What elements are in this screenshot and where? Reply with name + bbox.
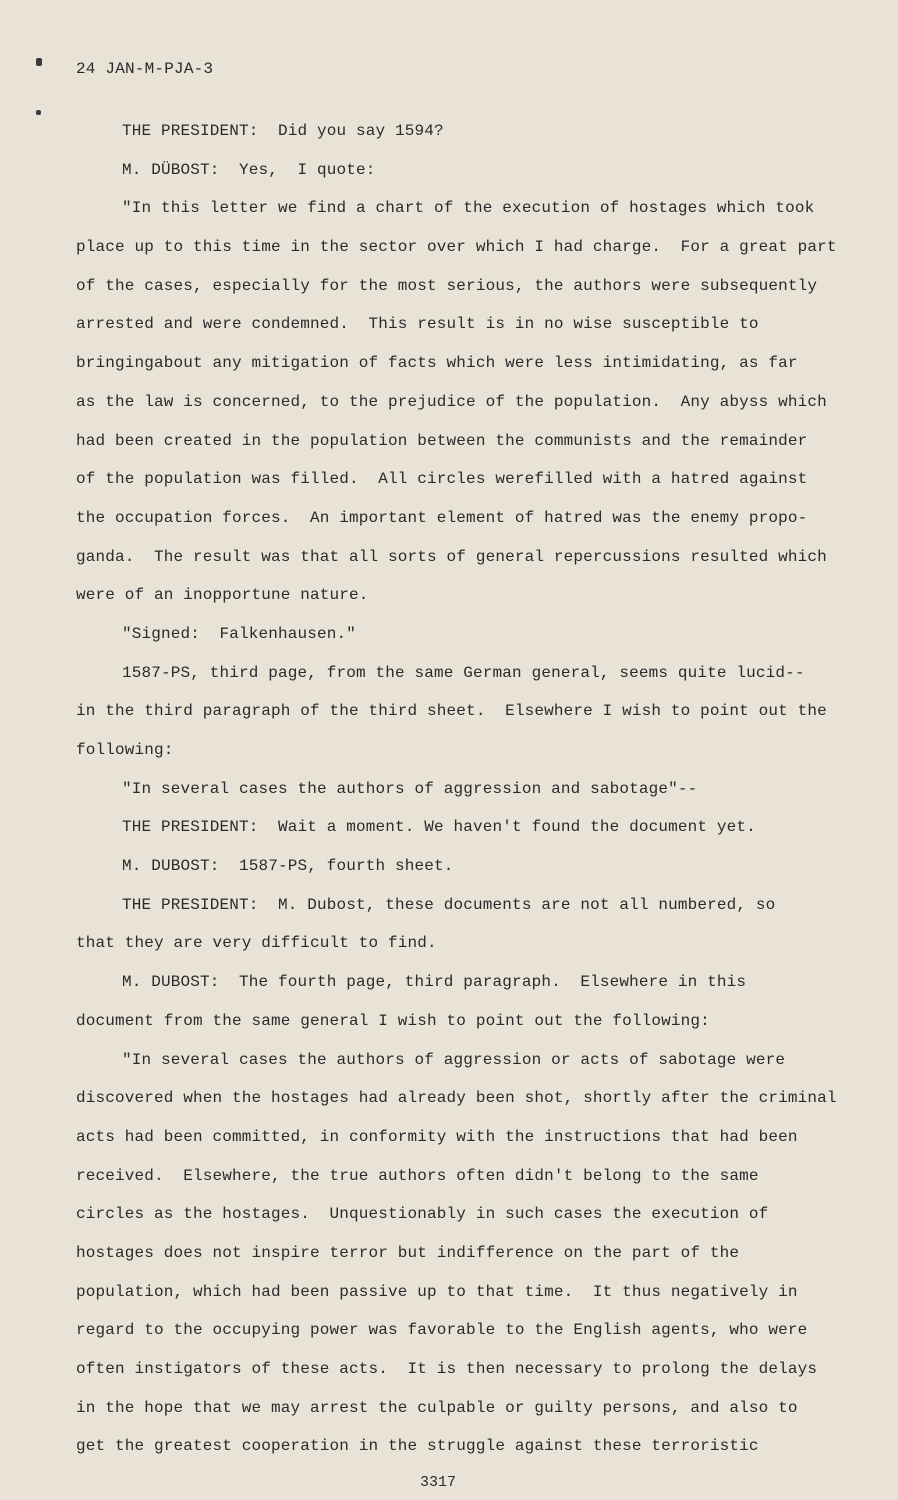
transcript-line: often instigators of these acts. It is then necessary to prolong the delays — [76, 1360, 818, 1378]
transcript-line: following: — [76, 741, 174, 759]
transcript-line: THE PRESIDENT: Did you say 1594? — [122, 122, 444, 140]
transcript-line: "In this letter we find a chart of the execution of hostages which took — [122, 199, 815, 218]
transcript-line: "Signed: Falkenhausen." — [122, 624, 357, 643]
transcript-line: THE PRESIDENT: Wait a moment. We haven't found the document yet. — [122, 818, 756, 837]
transcript-line: 1587-PS, third page, from the same German general, seems quite lucid-- — [122, 663, 805, 682]
transcript-line: regard to the occupying power was favorable to the English agents, who were — [76, 1321, 808, 1340]
transcript-line: M. DUBOST: The fourth page, third paragraph. Elsewhere in this — [122, 973, 747, 992]
transcript-line: acts had been committed, in conformity with the instructions that had been — [76, 1127, 798, 1146]
transcript-line: circles as the hostages. Unquestionably in such cases the execution of — [76, 1205, 769, 1224]
punch-mark — [36, 110, 41, 115]
transcript-body — [76, 112, 836, 1466]
transcript-line: in the hope that we may arrest the culpable or guilty persons, and also to — [76, 1398, 798, 1417]
transcript-line: arrested and were condemned. This result is in no wise susceptible to — [76, 315, 759, 334]
transcript-line: discovered when the hostages had already been shot, shortly after the criminal — [76, 1089, 837, 1108]
transcript-line: get the greatest cooperation in the struggle against these terroristic — [76, 1437, 759, 1456]
transcript-line: as the law is concerned, to the prejudice of the population. Any abyss which — [76, 392, 827, 411]
transcript-line: that they are very difficult to find. — [76, 934, 437, 953]
transcript-line: received. Elsewhere, the true authors often didn't belong to the same — [76, 1166, 759, 1185]
transcript-line: THE PRESIDENT: M. Dubost, these documents are not all numbered, so — [122, 895, 776, 914]
transcript-line: were of an inopportune nature. — [76, 586, 369, 605]
transcript-line: ganda. The result was that all sorts of general repercussions resulted which — [76, 547, 827, 566]
transcript-line: M. DUBOST: 1587-PS, fourth sheet. — [122, 857, 454, 876]
transcript-line: of the cases, especially for the most serious, the authors were subsequently — [76, 276, 818, 295]
page-number: 3317 — [420, 1474, 457, 1491]
transcript-line: in the third paragraph of the third sheet. Elsewhere I wish to point out the — [76, 702, 827, 721]
transcript-line: had been created in the population between the communists and the remainder — [76, 431, 808, 450]
transcript-line: "In several cases the authors of aggression and sabotage"-- — [122, 779, 698, 798]
transcript-line: population, which had been passive up to that time. It thus negatively in — [76, 1282, 798, 1301]
transcript-line: M. DÜBOST: Yes, I quote: — [122, 160, 376, 179]
transcript-line: the occupation forces. An important element of hatred was the enemy propo- — [76, 508, 808, 527]
page-reference: 24 JAN-M-PJA-3 — [76, 60, 214, 78]
transcript-line: bringingabout any mitigation of facts which were less intimidating, as far — [76, 354, 798, 373]
transcript-line: place up to this time in the sector over which I had charge. For a great part — [76, 238, 837, 257]
transcript-line: hostages does not inspire terror but indifference on the part of the — [76, 1243, 740, 1262]
transcript-line: of the population was filled. All circles werefilled with a hatred against — [76, 470, 808, 489]
punch-mark — [36, 58, 42, 66]
transcript-line: "In several cases the authors of aggression or acts of sabotage were — [122, 1050, 786, 1069]
transcript-line: document from the same general I wish to point out the following: — [76, 1011, 710, 1030]
